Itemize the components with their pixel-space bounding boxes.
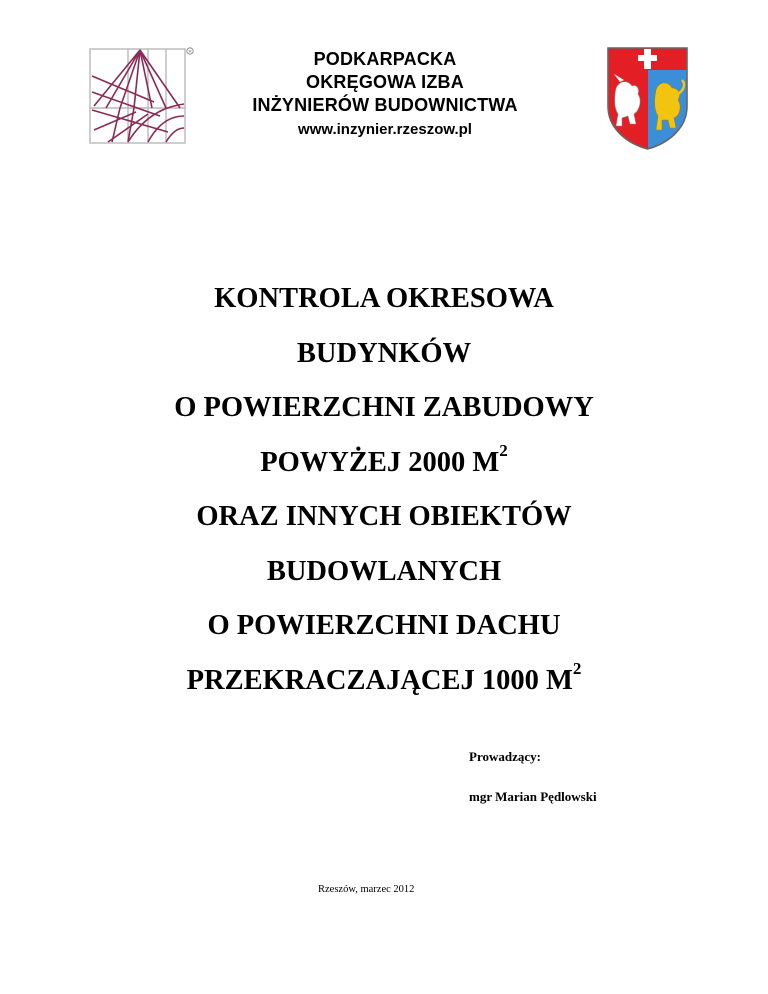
- chamber-bridge-logo-icon: [88, 46, 195, 146]
- presenter-label: Prowadzący:: [469, 749, 541, 764]
- title-line-4: POWYŻEJ 2000 $M^2$: [260, 441, 508, 478]
- org-name-line-3: INŻYNIERÓW BUDOWNICTWA: [252, 95, 518, 115]
- svg-text:R: R: [188, 49, 192, 54]
- org-name-line-1: PODKARPACKA: [313, 49, 457, 69]
- chamber-logo: [88, 46, 195, 146]
- place-and-date: Rzeszów, marzec 2012: [318, 884, 415, 895]
- title-line-2: BUDYNKÓW: [296, 337, 472, 369]
- title-line-6: BUDOWLANYCH: [266, 555, 502, 587]
- title-line-1: KONTROLA OKRESOWA: [214, 283, 554, 314]
- organization-name: [200, 48, 570, 141]
- podkarpackie-coat-of-arms-icon: [604, 44, 691, 152]
- square-superscript: 2: [572, 659, 582, 678]
- title-line-3: O POWIERZCHNI ZABUDOWY: [174, 392, 594, 423]
- title-line-5: ORAZ INNYCH OBIEKTÓW: [196, 501, 572, 532]
- website-link[interactable]: www.inzynier.rzeszow.pl: [298, 121, 472, 138]
- title-line-8: PRZEKRACZAJĄCEJ 1000 $M^2$: [186, 659, 582, 696]
- title-line-7: O POWIERZCHNI DACHU: [207, 610, 561, 641]
- org-name-line-2: OKRĘGOWA IZBA: [306, 72, 464, 92]
- coat-of-arms: [604, 44, 691, 152]
- document-title: [0, 272, 768, 708]
- square-superscript: 2: [499, 441, 508, 460]
- presenter-name: mgr Marian Pędlowski: [469, 789, 597, 804]
- presenter-block: [469, 748, 597, 806]
